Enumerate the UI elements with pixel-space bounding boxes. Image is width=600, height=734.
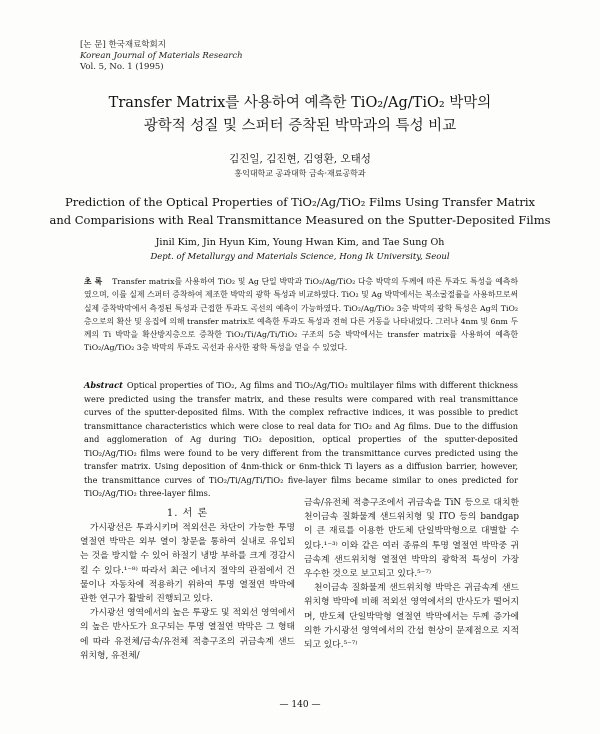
korean-title-line1: Transfer Matrix를 사용하여 예측한 TiO₂/Ag/TiO₂ 박막의 <box>108 95 492 111</box>
english-authors: Jinil Kim, Jin Hyun Kim, Young Hwan Kim, and Tae Sung Oh <box>155 237 445 248</box>
english-title-line1: Prediction of the Optical Properties of TiO₂/Ag/TiO₂ Films Using Transfer Matrix <box>65 195 535 209</box>
english-abstract <box>84 379 518 501</box>
english-affiliation: Dept. of Metallurgy and Materials Science, Hong Ik University, Seoul <box>150 252 450 262</box>
english-title <box>0 193 600 229</box>
korean-affiliation: 홍익대학교 공과대학 금속·재료공학과 <box>234 169 366 178</box>
journal-name-korean: [논 문] 한국재료학회지 <box>80 40 166 50</box>
korean-authors: 김진일, 김진현, 김영환, 오태성 <box>229 153 371 165</box>
body-column-right <box>304 496 519 652</box>
page-number: — 140 — <box>279 700 321 710</box>
korean-title-line2: 광학적 성질 및 스퍼터 증착된 박막과의 특성 비교 <box>143 118 457 134</box>
journal-volume: Vol. 5, No. 1 (1995) <box>80 62 164 72</box>
journal-header <box>80 40 243 73</box>
english-abstract-text: Optical properties of TiO₂, Ag films and TiO₂/Ag/TiO₂ multilayer films with different thickness were predicted using the transfer matrix, and these results were compared with real transmittance curves of the sputter-deposited films. With the complex refractive indices, it was possible to predict transmittance characteristics which were close to real data for TiO₂ and Ag films. Due to the diffusion and agglomeration of Ag during TiO₂ deposition, optical properties of the sputter-deposited TiO₂/Ag/TiO₂ films were found to be very different from the transmittance curves predicted using the transfer matrix. Using deposition of 4nm-thick or 6nm-thick Ti layers as a diffusion barrier, however, the transmittance curves of TiO₂/Ti/Ag/Ti/TiO₂ five-layer films became similar to ones predicted for TiO₂/Ag/TiO₂ three-layer films. <box>84 380 518 498</box>
korean-title <box>0 92 600 138</box>
section-heading-introduction: 1. 서 론 <box>166 508 209 519</box>
paragraph: 금속/유전체 적층구조에서 귀금속을 TiN 등으로 대치한 천이금속 질화물계 샌드위치형 및 ITO 등의 bandgap이 큰 재료를 이용한 반도체 단일박막형으로 대별할 수 있다.¹⁻³⁾ 이와 같은 여러 종류의 투명 열절연 박막중 귀금속계 샌드위치형 열절연 박막의 광학적 특성이 가장 우수한 것으로 보고되고 있다.⁵⁻⁷⁾ <box>304 498 519 580</box>
english-abstract-label: Abstract <box>84 380 123 390</box>
english-title-line2: and Comparisions with Real Transmittance Measured on the Sputter-Deposited Films <box>49 213 551 227</box>
paragraph: 가시광선 영역에서의 높은 투광도 및 적외선 영역에서의 높은 반사도가 요구되는 투명 열절연 박막은 그 형태에 따라 유전체/금속/유전체 적층구조의 귀금속계 샌드위치형, 유전체/ <box>80 608 295 661</box>
paragraph: 천이금속 질화물계 샌드위치형 박막은 귀금속계 샌드위치형 박막에 비해 적외선 영역에서의 반사도가 떨어지며, 반도체 단일박막형 열절연 박막에서는 두께 증가에 의한 가시광선 영역에서의 간섭 현상이 문제점으로 지적되고 있다.⁵⁻⁷⁾ <box>304 583 519 651</box>
korean-abstract-text: Transfer matrix를 사용하여 TiO₂ 및 Ag 단일 박막과 TiO₂/Ag/TiO₂ 다층 박막의 두께에 따른 투과도 특성을 예측하였으며, 이를 실제 스퍼터 증착하여 제조한 박막의 광학 특성과 비교하였다. TiO₂ 및 Ag 박막에서는 복소굴절률을 사용하므로써 실제 증착박막에서 측정된 특성과 근접한 투과도 곡선의 예측이 가능하였다. TiO₂/Ag/TiO₂ 3층 박막의 광학 특성은 Ag의 TiO₂층으로의 확산 및 응집에 의해 transfer matrix로 예측한 투과도 특성과 전혀 다른 거동을 나타내었다. 그러나 4nm 및 6nm 두께의 Ti 박막을 확산방지층으로 증착한 TiO₂/Ti/Ag/Ti/TiO₂ 구조의 5층 박막에서는 transfer matrix를 사용하여 예측한 TiO₂/Ag/TiO₂ 3층 박막의 투과도 곡선과 유사한 광학 특성을 얻을 수 있었다. <box>84 277 518 353</box>
korean-abstract-label: 초 록 <box>84 277 103 286</box>
journal-name-english: Korean Journal of Materials Research <box>80 51 243 61</box>
korean-abstract <box>84 275 518 355</box>
paragraph: 가시광선은 투과시키며 적외선은 차단이 가능한 투명 열절연 박막은 외부 열이 창문을 통하여 실내로 유입되는 것을 방지할 수 있어 하절기 냉방 부하를 크게 경감시킬 수 있다.¹⁻⁸⁾ 따라서 최근 에너지 절약의 관점에서 건물이나 자동차에 적용하기 위하여 투명 열절연 박막에 관한 연구가 활발히 진행되고 있다. <box>80 523 295 605</box>
body-column-left <box>80 521 295 663</box>
